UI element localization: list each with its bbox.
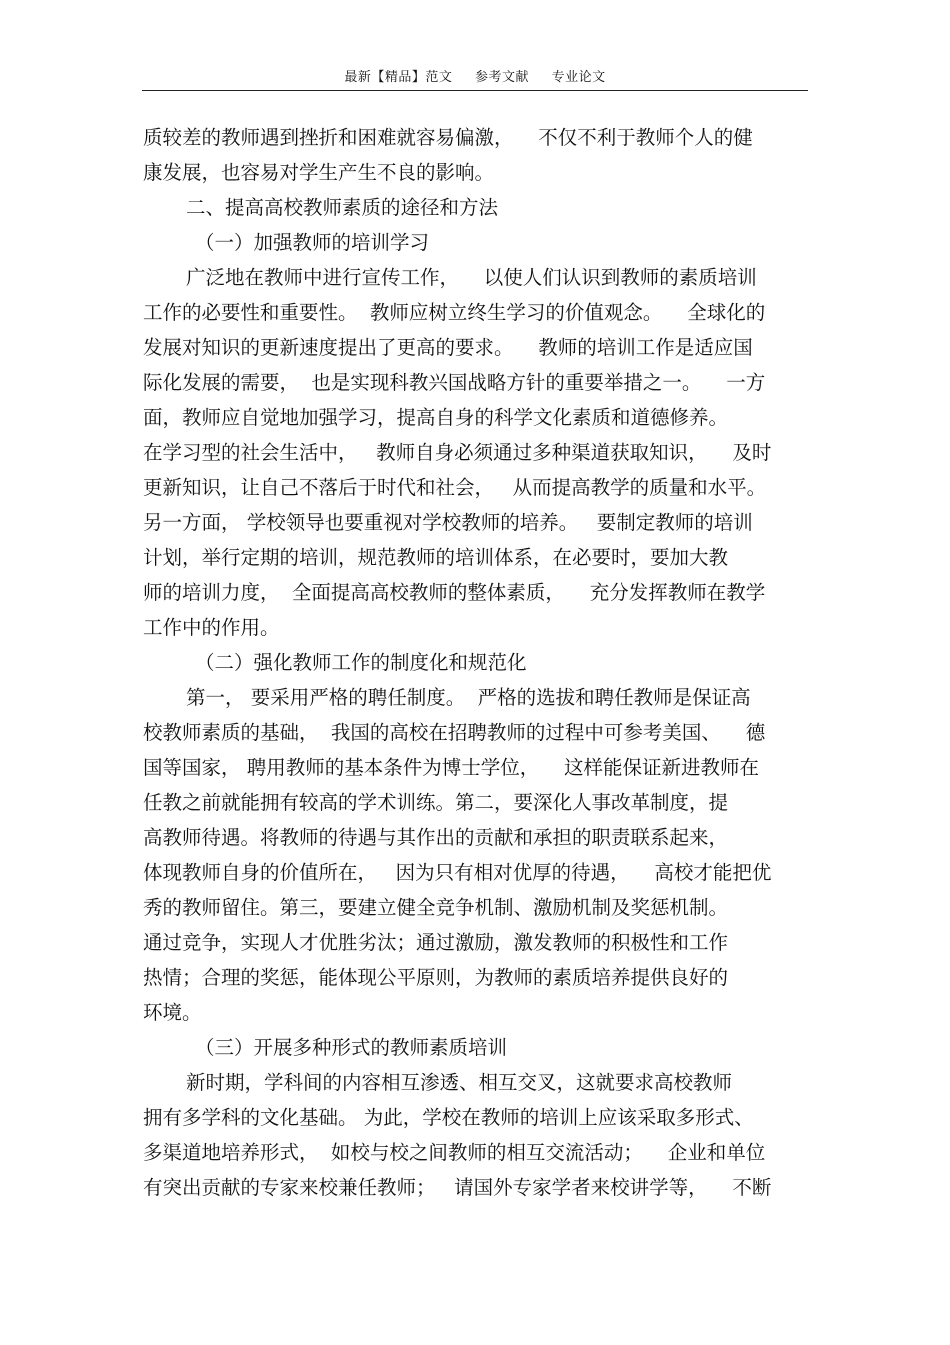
text-line: 拥有多学科的文化基础。 为此，学校在教师的培训上应该采取多形式、	[143, 1106, 754, 1129]
text-line: 秀的教师留住。第三，要建立健全竞争机制、激励机制及奖惩机制。	[143, 896, 729, 919]
text-line: 环境。	[143, 1001, 202, 1024]
text-line: 二、提高高校教师素质的途径和方法	[186, 196, 499, 219]
header-item-professional-papers: 专业论文	[551, 70, 606, 85]
text-line: 康发展，也容易对学生产生不良的影响。	[143, 161, 495, 184]
text-line: 任教之前就能拥有较高的学术训练。第二，要深化人事改革制度，提	[143, 791, 729, 814]
text-line: 广泛地在教师中进行宣传工作， 以使人们认识到教师的素质培训	[186, 266, 757, 289]
text-line: 发展对知识的更新速度提出了更高的要求。 教师的培训工作是适应国	[143, 336, 753, 359]
text-line: 在学习型的社会生活中， 教师自身必须通过多种渠道获取知识， 及时	[143, 441, 772, 464]
text-line: 第一， 要采用严格的聘任制度。 严格的选拔和聘任教师是保证高	[186, 686, 751, 709]
text-line: 另一方面， 学校领导也要重视对学校教师的培养。 要制定教师的培训	[143, 511, 753, 534]
text-line: 校教师素质的基础， 我国的高校在招聘教师的过程中可参考美国、 德	[143, 721, 766, 744]
header-item-references: 参考文献	[474, 70, 529, 85]
text-line: 国等国家， 聘用教师的基本条件为博士学位， 这样能保证新进教师在	[143, 756, 759, 779]
text-line: 有突出贡献的专家来校兼任教师； 请国外专家学者来校讲学等， 不断	[143, 1176, 772, 1199]
header-item-latest-essays: 最新【精品】范文	[344, 70, 453, 85]
text-line: 质较差的教师遇到挫折和困难就容易偏激， 不仅不利于教师个人的健	[143, 126, 753, 149]
text-line: 更新知识，让自己不落后于时代和社会， 从而提高教学的质量和水平。	[143, 476, 767, 499]
text-line: 计划，举行定期的培训，规范教师的培训体系，在必要时，要加大教	[143, 546, 729, 569]
document-body	[143, 120, 813, 1205]
text-line: 面，教师应自觉地加强学习，提高自身的科学文化素质和道德修养。	[143, 406, 729, 429]
text-line: 热情；合理的奖惩，能体现公平原则，为教师的素质培养提供良好的	[143, 966, 729, 989]
text-line: 通过竞争，实现人才优胜劣汰；通过激励，激发教师的积极性和工作	[143, 931, 729, 954]
text-line: （一）加强教师的培训学习	[195, 231, 430, 254]
page-header	[0, 66, 950, 85]
text-line: （三）开展多种形式的教师素质培训	[195, 1036, 508, 1059]
text-line: 际化发展的需要， 也是实现科教兴国战略方针的重要举措之一。 一方	[143, 371, 766, 394]
text-line: 新时期，学科间的内容相互渗透、相互交叉，这就要求高校教师	[186, 1071, 733, 1094]
text-line: 多渠道地培养形式， 如校与校之间教师的相互交流活动； 企业和单位	[143, 1141, 766, 1164]
text-line: 高教师待遇。将教师的待遇与其作出的贡献和承担的职责联系起来，	[143, 826, 729, 849]
header-rule	[142, 90, 808, 91]
text-line: 工作的必要性和重要性。 教师应树立终生学习的价值观念。 全球化的	[143, 301, 766, 324]
text-line: （二）强化教师工作的制度化和规范化	[195, 651, 527, 674]
text-line: 师的培训力度， 全面提高高校教师的整体素质， 充分发挥教师在教学	[143, 581, 766, 604]
text-line: 体现教师自身的价值所在， 因为只有相对优厚的待遇， 高校才能把优	[143, 861, 772, 884]
text-line: 工作中的作用。	[143, 616, 280, 639]
